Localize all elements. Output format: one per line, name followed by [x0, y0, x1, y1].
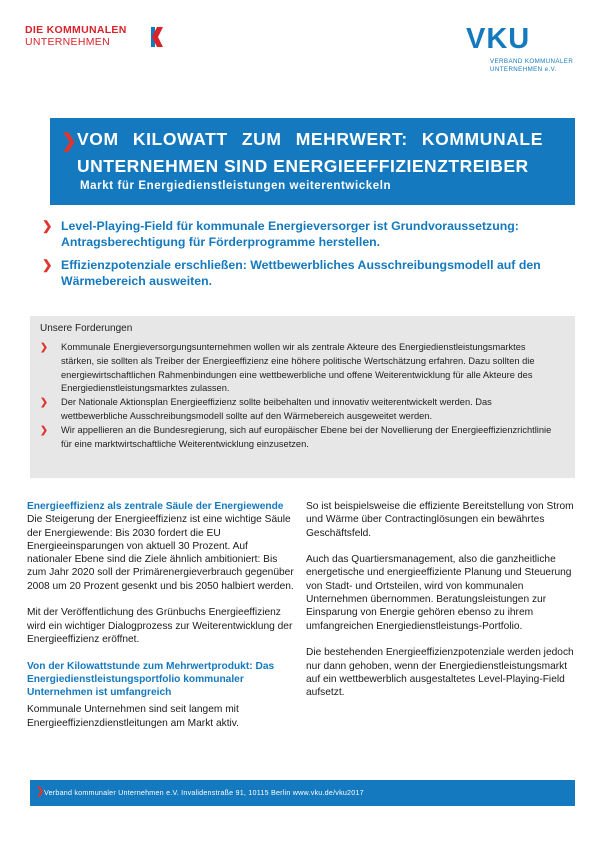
chevron-icon: ❯	[40, 397, 48, 408]
page-title-line-2: UNTERNEHMEN SIND ENERGIEEFFIZIENZTREIBER	[77, 156, 529, 176]
section-heading: Energieeffizienz als zentrale Säule der Energiewende	[27, 501, 284, 512]
paragraph: Mit der Veröffentlichung des Grünbuchs Energieeffizienz wird ein wichtiger Dialogprozess zur Weiterentwicklung der Energieeffizienz eröffnet.	[27, 607, 293, 645]
key-point	[42, 257, 542, 289]
section-heading: Von der Kilowattstunde zum Mehrwertprodukt: Das Energiedienstleistungsportfolio kommunaler Unternehmen ist umfangreich	[27, 660, 275, 699]
footer-text: Verband kommunaler Unternehmen e.V. Invalidenstraße 91, 10115 Berlin www.vku.de/vku2017	[44, 788, 364, 797]
page-title-line-1: VOM KILOWATT ZUM MEHRWERT: KOMMUNALE	[77, 129, 543, 149]
demands-box	[30, 316, 575, 478]
chevron-icon: ❯	[61, 131, 77, 152]
chevron-icon: ❯	[42, 219, 53, 233]
paragraph: Die Steigerung der Energieeffizienz ist eine wichtige Säule der Energiewende: Bis 2030 fordert die EU Energieeinsparungen von aktuell 30 Prozent. Auf nationaler Ebene sind die Ziele ähnlich ambitioniert: Bis zum Jahr 2020 soll der Primärenergieverbrauch gegenüber 2008 um 20 Prozent gesenkt und bis 2050 halbiert werden.	[27, 514, 294, 592]
list-item	[40, 396, 560, 424]
paragraph: Kommunale Unternehmen sind seit langem mit Energieeffizienzdienstleitungen am Markt aktiv.	[27, 704, 239, 729]
logo-line-1: DIE KOMMUNALEN	[25, 24, 127, 36]
chevron-icon: ❯	[40, 342, 48, 352]
demands-heading: Unsere Forderungen	[40, 323, 133, 334]
demand-text: Der Nationale Aktionsplan Energieeffizienz sollte beibehalten und innovativ weiterentwickelt werden. Das wettbewerbliche Ausschreibungsmodell sollte auf den Wärmebereich ausgeweitet werden.	[61, 397, 492, 421]
title-banner	[50, 118, 575, 205]
key-point	[42, 218, 542, 250]
chevron-icon: ❯	[36, 786, 45, 797]
vku-wordmark: VKU	[466, 23, 531, 55]
logo-line-2: UNTERNEHMEN	[25, 36, 110, 48]
kommunale-unternehmen-logo	[25, 25, 155, 49]
key-points	[42, 218, 542, 296]
logo-k-mark-icon	[151, 27, 167, 47]
vku-subline-2: UNTERNEHMEN e.V.	[490, 66, 557, 73]
paragraph: Die bestehenden Energieeffizienzpotenziale werden jedoch nur dann gehoben, wenn der Energiedienstleistungsmarkt auf ein wettbewerblich ausgestaltetes Level-Playing-Field aufsetzt.	[306, 647, 574, 699]
key-point-text: Level-Playing-Field für kommunale Energieversorger ist Grundvoraussetzung: Antragsberechtigung für Förderprogramme herstellen.	[61, 219, 519, 249]
paragraph: So ist beispielsweise die effiziente Bereitstellung von Strom und Wärme über Contractinglösungen ein bewährtes Geschäftsfeld.	[306, 501, 574, 539]
list-item	[40, 341, 560, 396]
paragraph: Auch das Quartiersmanagement, also die ganzheitliche energetische und energieeffiziente Planung und Steuerung von Stadt- und Ortsteilen, wird von kommunalen Unternehmen übernommen. Beratungsleistungen zur Einsparung von Energie gehören ebenso zu ihrem umfangreichen Energiedienstleistungs-Portfolio.	[306, 554, 572, 632]
page-subtitle: Markt für Energiedienstleistungen weiterentwickeln	[80, 180, 392, 192]
vku-subline-1: VERBAND KOMMUNALER	[490, 58, 574, 65]
vku-logo	[466, 24, 576, 84]
chevron-icon: ❯	[40, 424, 48, 435]
chevron-icon: ❯	[42, 258, 53, 272]
right-column	[306, 500, 574, 713]
demand-text: Kommunale Energieversorgungsunternehmen wollen wir als zentrale Akteure des Energiedienstleistungsmarktes stärken, sie sollten als Treiber der Energieeffizienz eine höhere politische Wertschätzung erfahren. Dazu sollten die energiewirtschaftlichen Rahmenbindungen eine wettbewerbliche und offene Weiterentwicklung für alle Akteure des Energiedienstleistungsmarktes zulassen.	[61, 342, 535, 394]
key-point-text: Effizienzpotenziale erschließen: Wettbewerbliches Ausschreibungsmodell auf den Wärmebereich ausweiten.	[61, 258, 541, 288]
list-item	[40, 424, 560, 452]
footer-bar	[30, 780, 575, 806]
left-column	[27, 500, 295, 743]
demand-text: Wir appellieren an die Bundesregierung, sich auf europäischer Ebene bei der Novellierung der Energieeffizienzrichtlinie für eine marktwirtschaftliche Weiterentwicklung einzusetzen.	[61, 424, 552, 449]
demands-list	[40, 341, 560, 451]
